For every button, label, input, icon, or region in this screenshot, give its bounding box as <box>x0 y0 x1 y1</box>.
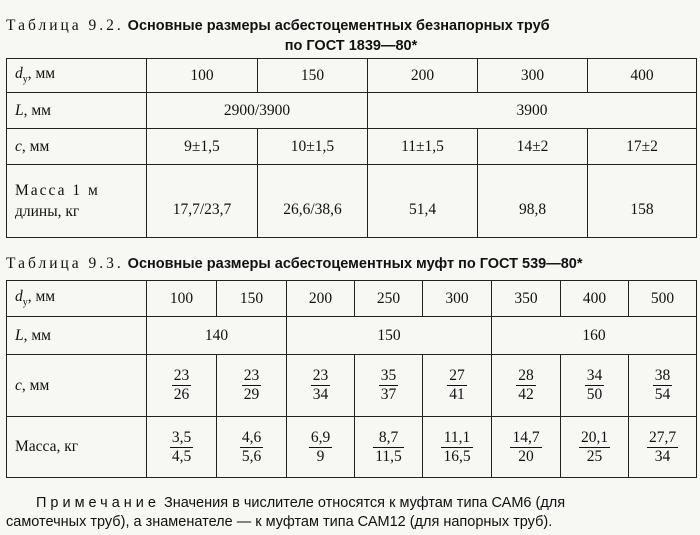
fraction-cell: $\frac{23}{26}$ <box>147 355 217 417</box>
table-cell: 9±1,5 <box>147 129 258 165</box>
fraction-cell: $\frac{35}{37}$ <box>355 355 423 417</box>
table-cell: 17,7/23,7 <box>147 165 258 238</box>
row-header-mass: Масса 1 м длины, кг <box>7 165 147 238</box>
table-9-3-label: Таблица 9.3. <box>6 255 124 272</box>
table-row <box>7 165 697 238</box>
fraction-cell: $\frac{27,7}{34}$ <box>629 417 697 478</box>
table-row <box>7 281 697 317</box>
fraction-cell: $\frac{14,7}{20}$ <box>492 417 561 478</box>
table-cell: 140 <box>147 317 287 355</box>
fraction-cell: $\frac{34}{50}$ <box>561 355 629 417</box>
table-9-3 <box>6 280 697 478</box>
fraction-cell: $\frac{38}{54}$ <box>629 355 697 417</box>
table-9-2-title-line1: Основные размеры асбестоцементных безнапорных труб <box>127 18 550 34</box>
table-cell: 350 <box>492 281 561 317</box>
table-cell: 200 <box>368 59 478 93</box>
fraction-cell: $\frac{3,5}{4,5}$ <box>147 417 217 478</box>
table-row <box>7 93 697 129</box>
table-cell: 3900 <box>368 93 697 129</box>
row-header-mass: Масса, кг <box>7 417 147 478</box>
table-cell: 51,4 <box>368 165 478 238</box>
table-cell: 2900/3900 <box>147 93 368 129</box>
table-cell: 400 <box>561 281 629 317</box>
table-row <box>7 59 697 93</box>
table-cell: 200 <box>287 281 355 317</box>
table-note <box>6 494 696 532</box>
table-9-2 <box>6 58 697 238</box>
table-9-3-title: Основные размеры асбестоцементных муфт по ГОСТ 539—80* <box>127 256 583 272</box>
table-cell: 11±1,5 <box>368 129 478 165</box>
fraction-cell: $\frac{23}{34}$ <box>287 355 355 417</box>
row-header-wall: c, мм <box>7 355 147 417</box>
table-cell: 150 <box>258 59 368 93</box>
table-9-2-label: Таблица 9.2. <box>6 17 124 34</box>
table-cell: 500 <box>629 281 697 317</box>
fraction-cell: $\frac{23}{29}$ <box>217 355 287 417</box>
table-cell: 10±1,5 <box>258 129 368 165</box>
fraction-cell: $\frac{28}{42}$ <box>492 355 561 417</box>
row-header-wall: c, мм <box>7 129 147 165</box>
table-cell: 100 <box>147 59 258 93</box>
table-9-2-title-line2: по ГОСТ 1839—80* <box>284 38 418 54</box>
table-row <box>7 129 697 165</box>
table-9-2-caption <box>6 16 696 56</box>
table-cell: 300 <box>478 59 588 93</box>
row-header-diameter: $d_у$, мм <box>7 59 147 93</box>
row-header-length: L, мм <box>7 317 147 355</box>
table-cell: 150 <box>217 281 287 317</box>
note-text-line2: самотечных труб), а знаменателе — к муфтам типа САМ12 (для напорных труб). <box>6 514 553 530</box>
table-cell: 400 <box>588 59 697 93</box>
fraction-cell: $\frac{20,1}{25}$ <box>561 417 629 478</box>
note-text-line1: Значения в числителе относятся к муфтам типа САМ6 (для <box>163 495 566 511</box>
table-cell: 100 <box>147 281 217 317</box>
table-cell: 300 <box>423 281 492 317</box>
table-cell: 150 <box>287 317 492 355</box>
fraction-cell: $\frac{27}{41}$ <box>423 355 492 417</box>
table-cell: 17±2 <box>588 129 697 165</box>
table-cell: 98,8 <box>478 165 588 238</box>
table-row <box>7 355 697 417</box>
table-cell: 160 <box>492 317 697 355</box>
row-header-diameter: $d_у$, мм <box>7 281 147 317</box>
table-row <box>7 417 697 478</box>
table-cell: 26,6/38,6 <box>258 165 368 238</box>
fraction-cell: $\frac{6,9}{9}$ <box>287 417 355 478</box>
fraction-cell: $\frac{4,6}{5,6}$ <box>217 417 287 478</box>
table-row <box>7 317 697 355</box>
row-header-length: L, мм <box>7 93 147 129</box>
table-cell: 250 <box>355 281 423 317</box>
table-cell: 158 <box>588 165 697 238</box>
note-label: Примечание <box>36 495 160 511</box>
fraction-cell: $\frac{11,1}{16,5}$ <box>423 417 492 478</box>
table-9-3-caption <box>6 254 696 274</box>
table-cell: 14±2 <box>478 129 588 165</box>
fraction-cell: $\frac{8,7}{11,5}$ <box>355 417 423 478</box>
